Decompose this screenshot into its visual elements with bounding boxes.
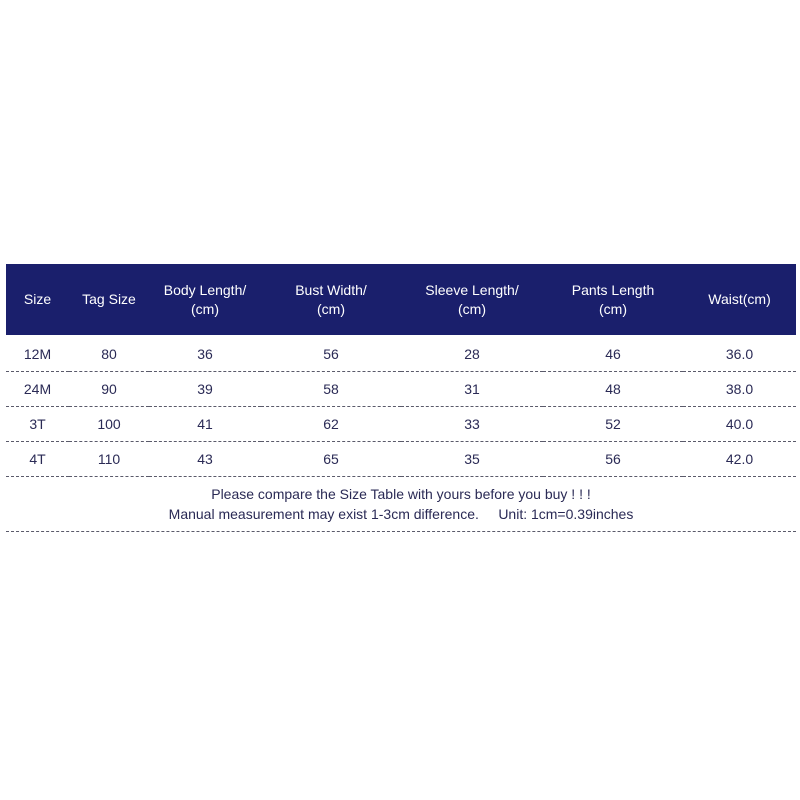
- cell-body-length: 43: [149, 442, 261, 477]
- cell-size: 12M: [6, 335, 69, 372]
- cell-size: 4T: [6, 442, 69, 477]
- header-sleeve-length: [401, 264, 543, 335]
- table-row: [6, 442, 796, 477]
- cell-tag-size: 100: [69, 407, 149, 442]
- header-body-length: [149, 264, 261, 335]
- header-row: [6, 264, 796, 335]
- cell-size: 24M: [6, 372, 69, 407]
- cell-tag-size: 110: [69, 442, 149, 477]
- header-label: Size: [23, 291, 52, 307]
- cell-pants-length: 48: [543, 372, 683, 407]
- cell-bust-width: 58: [261, 372, 401, 407]
- header-label: Body Length/: [163, 281, 247, 298]
- header-label: Bust Width/: [295, 281, 367, 298]
- cell-waist: 38.0: [683, 372, 796, 407]
- cell-pants-length: 46: [543, 335, 683, 372]
- cell-sleeve-length: 31: [401, 372, 543, 407]
- header-size: [6, 264, 69, 335]
- header-unit: (cm): [458, 300, 486, 317]
- header-label: Waist(cm): [708, 291, 771, 307]
- cell-tag-size: 80: [69, 335, 149, 372]
- cell-waist: 40.0: [683, 407, 796, 442]
- cell-sleeve-length: 33: [401, 407, 543, 442]
- cell-pants-length: 56: [543, 442, 683, 477]
- cell-bust-width: 56: [261, 335, 401, 372]
- header-waist: [683, 264, 796, 335]
- cell-size: 3T: [6, 407, 69, 442]
- cell-sleeve-length: 35: [401, 442, 543, 477]
- table-row: [6, 335, 796, 372]
- cell-bust-width: 62: [261, 407, 401, 442]
- size-table: [6, 264, 796, 477]
- cell-bust-width: 65: [261, 442, 401, 477]
- header-unit: (cm): [317, 300, 345, 317]
- cell-waist: 42.0: [683, 442, 796, 477]
- table-row: [6, 407, 796, 442]
- header-label: Pants Length: [571, 281, 655, 298]
- cell-sleeve-length: 28: [401, 335, 543, 372]
- cell-waist: 36.0: [683, 335, 796, 372]
- cell-tag-size: 90: [69, 372, 149, 407]
- cell-body-length: 39: [149, 372, 261, 407]
- header-pants-length: [543, 264, 683, 335]
- header-bust-width: [261, 264, 401, 335]
- header-label: Tag Size: [82, 291, 136, 307]
- header-unit: (cm): [191, 300, 219, 317]
- table-row: [6, 372, 796, 407]
- cell-body-length: 41: [149, 407, 261, 442]
- size-notes: [6, 478, 796, 532]
- header-label: Sleeve Length/: [425, 281, 519, 298]
- header-tag-size: [69, 264, 149, 335]
- measurement-note: Manual measurement may exist 1-3cm difference. Unit: 1cm=0.39inches: [168, 506, 634, 522]
- cell-body-length: 36: [149, 335, 261, 372]
- cell-pants-length: 52: [543, 407, 683, 442]
- header-unit: (cm): [599, 300, 627, 317]
- compare-warning: Please compare the Size Table with yours before you buy ! ! !: [211, 486, 591, 502]
